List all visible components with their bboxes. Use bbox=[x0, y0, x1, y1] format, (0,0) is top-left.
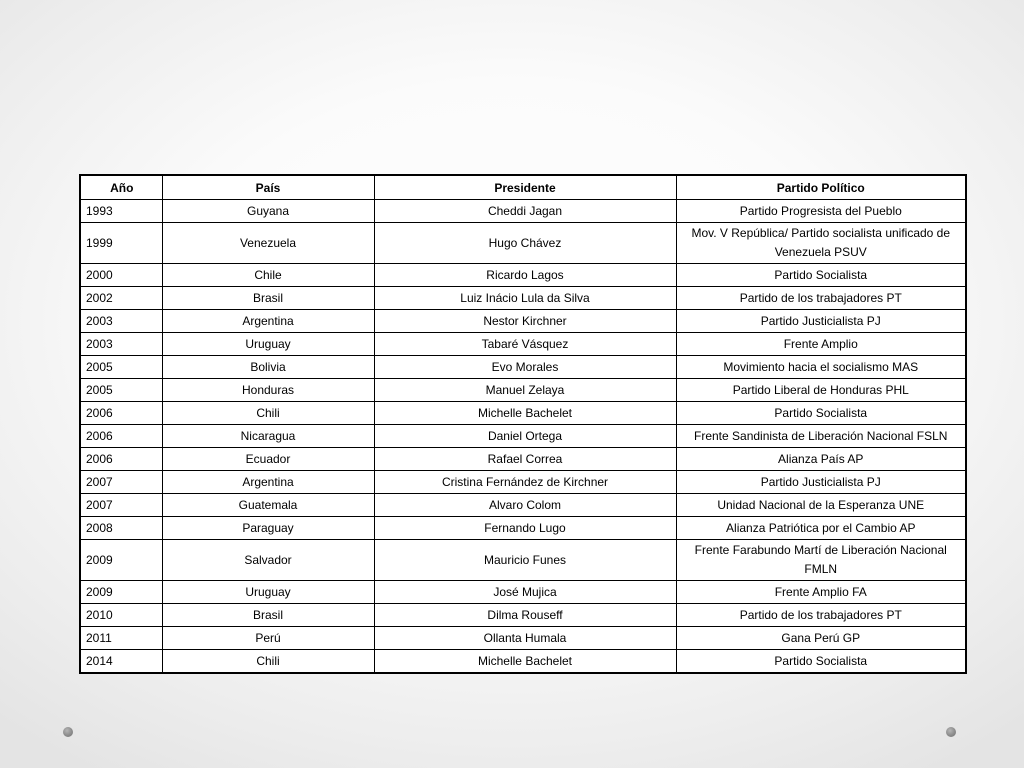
table-row bbox=[80, 425, 966, 448]
cell-president: Ricardo Lagos bbox=[374, 264, 676, 287]
cell-year: 2002 bbox=[80, 287, 162, 310]
cell-president: Manuel Zelaya bbox=[374, 379, 676, 402]
slide-corner-dot-right bbox=[946, 727, 956, 737]
table-row bbox=[80, 333, 966, 356]
cell-year: 2003 bbox=[80, 333, 162, 356]
cell-party: Partido de los trabajadores PT bbox=[676, 604, 966, 627]
cell-year: 2005 bbox=[80, 356, 162, 379]
cell-country: Brasil bbox=[162, 604, 374, 627]
header-country: País bbox=[162, 175, 374, 200]
cell-president: Luiz Inácio Lula da Silva bbox=[374, 287, 676, 310]
cell-party: Frente Sandinista de Liberación Nacional FSLN bbox=[676, 425, 966, 448]
table-row bbox=[80, 379, 966, 402]
cell-year: 1999 bbox=[80, 223, 162, 264]
cell-year: 2007 bbox=[80, 494, 162, 517]
cell-party: Partido Liberal de Honduras PHL bbox=[676, 379, 966, 402]
cell-president: Fernando Lugo bbox=[374, 517, 676, 540]
table-row bbox=[80, 402, 966, 425]
table-row bbox=[80, 581, 966, 604]
table-row bbox=[80, 604, 966, 627]
cell-country: Salvador bbox=[162, 540, 374, 581]
cell-party: Partido de los trabajadores PT bbox=[676, 287, 966, 310]
cell-country: Perú bbox=[162, 627, 374, 650]
cell-party: Partido Socialista bbox=[676, 264, 966, 287]
table-row bbox=[80, 540, 966, 581]
cell-year: 2003 bbox=[80, 310, 162, 333]
cell-year: 2010 bbox=[80, 604, 162, 627]
cell-country: Brasil bbox=[162, 287, 374, 310]
cell-president: José Mujica bbox=[374, 581, 676, 604]
cell-party: Frente Farabundo Martí de Liberación Nacional FMLN bbox=[676, 540, 966, 581]
table-row bbox=[80, 471, 966, 494]
cell-country: Chile bbox=[162, 264, 374, 287]
cell-country: Uruguay bbox=[162, 581, 374, 604]
cell-party: Partido Justicialista PJ bbox=[676, 471, 966, 494]
cell-president: Michelle Bachelet bbox=[374, 650, 676, 674]
cell-party: Alianza País AP bbox=[676, 448, 966, 471]
table-row bbox=[80, 517, 966, 540]
cell-president: Tabaré Vásquez bbox=[374, 333, 676, 356]
cell-year: 2011 bbox=[80, 627, 162, 650]
cell-year: 2008 bbox=[80, 517, 162, 540]
cell-party: Unidad Nacional de la Esperanza UNE bbox=[676, 494, 966, 517]
cell-party: Partido Justicialista PJ bbox=[676, 310, 966, 333]
cell-country: Argentina bbox=[162, 310, 374, 333]
header-year: Año bbox=[80, 175, 162, 200]
cell-country: Venezuela bbox=[162, 223, 374, 264]
cell-party: Partido Socialista bbox=[676, 650, 966, 674]
cell-country: Bolivia bbox=[162, 356, 374, 379]
cell-president: Daniel Ortega bbox=[374, 425, 676, 448]
cell-president: Alvaro Colom bbox=[374, 494, 676, 517]
cell-country: Chili bbox=[162, 402, 374, 425]
table-header bbox=[80, 175, 966, 200]
cell-country: Guatemala bbox=[162, 494, 374, 517]
cell-party: Mov. V República/ Partido socialista unificado de Venezuela PSUV bbox=[676, 223, 966, 264]
cell-year: 2006 bbox=[80, 402, 162, 425]
cell-president: Mauricio Funes bbox=[374, 540, 676, 581]
cell-party: Movimiento hacia el socialismo MAS bbox=[676, 356, 966, 379]
table-row bbox=[80, 494, 966, 517]
cell-president: Dilma Rouseff bbox=[374, 604, 676, 627]
slide-corner-dot-left bbox=[63, 727, 73, 737]
cell-president: Nestor Kirchner bbox=[374, 310, 676, 333]
header-row bbox=[80, 175, 966, 200]
cell-year: 2009 bbox=[80, 581, 162, 604]
cell-president: Cristina Fernández de Kirchner bbox=[374, 471, 676, 494]
cell-country: Paraguay bbox=[162, 517, 374, 540]
table-row bbox=[80, 650, 966, 674]
table-row bbox=[80, 310, 966, 333]
header-president: Presidente bbox=[374, 175, 676, 200]
presidents-table bbox=[79, 174, 967, 674]
cell-year: 2006 bbox=[80, 448, 162, 471]
cell-country: Honduras bbox=[162, 379, 374, 402]
table-row bbox=[80, 264, 966, 287]
cell-president: Cheddi Jagan bbox=[374, 200, 676, 223]
header-party: Partido Político bbox=[676, 175, 966, 200]
table-row bbox=[80, 356, 966, 379]
cell-party: Frente Amplio FA bbox=[676, 581, 966, 604]
table-row bbox=[80, 200, 966, 223]
table-row bbox=[80, 627, 966, 650]
cell-year: 2014 bbox=[80, 650, 162, 674]
table-body bbox=[80, 200, 966, 674]
cell-country: Ecuador bbox=[162, 448, 374, 471]
cell-year: 2000 bbox=[80, 264, 162, 287]
cell-party: Alianza Patriótica por el Cambio AP bbox=[676, 517, 966, 540]
cell-president: Michelle Bachelet bbox=[374, 402, 676, 425]
table-row bbox=[80, 287, 966, 310]
cell-president: Evo Morales bbox=[374, 356, 676, 379]
cell-year: 2007 bbox=[80, 471, 162, 494]
cell-country: Chili bbox=[162, 650, 374, 674]
table-row bbox=[80, 448, 966, 471]
cell-country: Nicaragua bbox=[162, 425, 374, 448]
cell-country: Uruguay bbox=[162, 333, 374, 356]
cell-year: 2005 bbox=[80, 379, 162, 402]
cell-president: Ollanta Humala bbox=[374, 627, 676, 650]
cell-president: Hugo Chávez bbox=[374, 223, 676, 264]
cell-president: Rafael Correa bbox=[374, 448, 676, 471]
cell-party: Partido Socialista bbox=[676, 402, 966, 425]
cell-country: Guyana bbox=[162, 200, 374, 223]
cell-year: 2009 bbox=[80, 540, 162, 581]
cell-party: Frente Amplio bbox=[676, 333, 966, 356]
cell-year: 2006 bbox=[80, 425, 162, 448]
cell-party: Partido Progresista del Pueblo bbox=[676, 200, 966, 223]
cell-country: Argentina bbox=[162, 471, 374, 494]
cell-year: 1993 bbox=[80, 200, 162, 223]
table-row bbox=[80, 223, 966, 264]
cell-party: Gana Perú GP bbox=[676, 627, 966, 650]
